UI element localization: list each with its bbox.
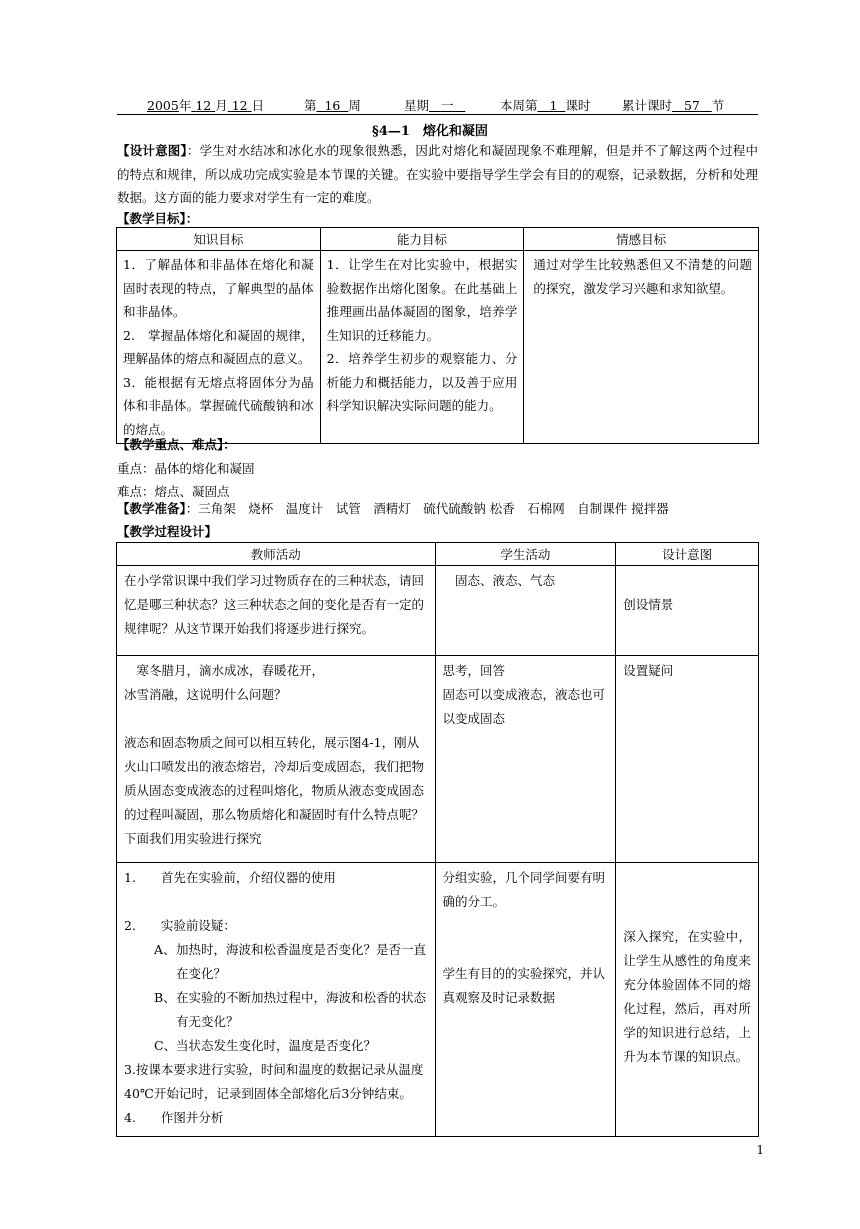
- key-focus: 重点：晶体的熔化和凝固: [117, 460, 255, 476]
- objectives-table: [116, 227, 759, 444]
- design-intent-cell: 深入探究，在实验中，让学生从感性的角度来充分体验固体不同的熔化过程，然后，再对所学的知识进行总结，上升为本节课的知识点。: [623, 929, 751, 1064]
- ability-goal-item: 1．让学生在对比实验中，根据实验数据作出熔化图象。在此基础上推理画出晶体凝固的图象，培养学生知识的迁移能力。: [326, 257, 518, 343]
- question-c: C、 当状态发生变化时，温度是否变化？: [154, 1038, 377, 1053]
- header-lesson: 本周第 1 课时: [500, 98, 591, 113]
- table-row: [117, 566, 759, 656]
- knowledge-goals: [117, 251, 321, 444]
- header-year: 2005: [147, 98, 179, 113]
- col-ability-header: 能力目标: [320, 228, 524, 251]
- student-activity: 分组实验，几个同学间要有明确的分工。 学生有目的的实验探究，并认真观察及时记录数据: [442, 870, 606, 1005]
- header-weekday: 星期 一: [404, 98, 454, 113]
- student-activity: 思考，回答 固态可以变成液态，液态也可以变成固态: [442, 663, 606, 726]
- page-title: §4—1 熔化和凝固: [372, 124, 488, 139]
- col-teacher-header: 教师活动: [117, 543, 436, 566]
- design-intent: [117, 139, 758, 210]
- key-points: 【教学重点、难点】： 重点：晶体的熔化和凝固 难点：熔点、凝固点: [117, 433, 758, 504]
- header-month: 12: [195, 98, 212, 113]
- teacher-activity: 寒冬腊月，滴水成冰，春暖花开， 冰雪消融，这说明什么问题？ 液态和固态物质之间可以相互转化，展示图4-1，刚从火山口喷发出的液态熔岩，冷却后变成固态，我们把物质从固态变成液态的过程叫熔化，物质从液态变成固态的过程叫凝固，那么物质熔化和凝固时有什么特点呢？ 下面我们用实验进行探究: [124, 663, 425, 846]
- teacher-activity: 1. 首先在实验前，介绍仪器的使用 2. 实验前设疑： A、 加热时，海波和松香温度是否变化？是否一直在变化？ B、 在实验的不断加热过程中，海波和松香的状态有无变化？ C、 当状态发生变化时，温度是否变化？ 3.按课本要求进行实验，时间和温度的数据记录从温度40℃开始记时，记录到固体全部熔化后3分钟结束。 4. 作图并分析: [124, 870, 427, 1125]
- design-intent-cell: 设置疑问: [623, 663, 674, 678]
- col-intent-header: 设计意图: [616, 543, 759, 566]
- key-points-label: 【教学重点、难点】: [117, 437, 224, 452]
- question-b: B、 在实验的不断加热过程中，海波和松香的状态有无变化？: [154, 990, 427, 1029]
- student-activity: 固态、液态、气态: [442, 573, 556, 588]
- col-student-header: 学生活动: [435, 543, 616, 566]
- design-intent-cell: 创设情景: [623, 597, 674, 612]
- lesson-header: 2005年 12 月 12 日 第 16 周 星期 一 本周第 1 课时 累计课时 57 节: [117, 96, 758, 115]
- header-total: 累计课时 57 节: [622, 98, 725, 113]
- page-number: 1: [756, 1143, 764, 1157]
- design-intent-label: 【设计意图】: [117, 143, 187, 158]
- header-week: 第 16 周: [304, 98, 361, 113]
- process-table: [116, 542, 759, 1137]
- key-difficulty: 难点：熔点、凝固点: [117, 484, 230, 499]
- emotion-goal-item: 通过对学生比较熟悉但又不清楚的问题的探究，激发学习兴趣和求知欲望。: [533, 257, 752, 296]
- process-heading: 【教学过程设计】: [117, 524, 218, 539]
- knowledge-goal-item: 1．了解晶体和非晶体在熔化和凝固时表现的特点，了解典型的晶体和非晶体。: [123, 257, 314, 319]
- table-row: [117, 656, 759, 863]
- teacher-activity: 在小学常识课中我们学习过物质存在的三种状态，请回忆是哪三种状态？这三种状态之间的变化是否有一定的规律呢？从这节课开始我们将逐步进行探究。: [124, 573, 425, 636]
- knowledge-goal-item: 3．能根据有无熔点将固体分为晶体和非晶体。掌握硫代硫酸钠和冰的熔点。: [123, 374, 314, 437]
- ability-goal-item: 2．培养学生初步的观察能力、分析能力和概括能力，以及善于应用科学知识解决实际问题的能力。: [326, 351, 518, 413]
- question-a: A、 加热时，海波和松香温度是否变化？是否一直在变化？: [154, 942, 427, 981]
- preparation: [117, 497, 758, 521]
- preparation-label: 【教学准备】: [117, 501, 186, 516]
- knowledge-goal-item: 2. 掌握晶体熔化和凝固的规律，理解晶体的熔点和凝固点的意义。: [123, 327, 314, 366]
- objectives-heading: 【教学目标】：: [117, 211, 199, 226]
- preparation-text: ：三角架 烧杯 温度计 试管 酒精灯 硫代硫酸钠 松香 石棉网 自制课件 搅拌器: [185, 501, 669, 516]
- header-day: 12: [231, 98, 248, 113]
- design-intent-text: ：学生对水结冰和冰化水的现象很熟悉，因此对熔化和凝固现象不难理解，但是并不了解这两个过程中的特点和规律，所以成功完成实验是本节课的关键。在实验中要指导学生学会有目的的观察，记录数据，分析和处理数据。这方面的能力要求对学生有一定的难度。: [117, 143, 758, 205]
- table-row: [117, 863, 759, 1137]
- col-knowledge-header: 知识目标: [117, 228, 321, 251]
- col-emotion-header: 情感目标: [524, 228, 759, 251]
- ability-goals: [320, 251, 524, 444]
- emotion-goals: [524, 251, 759, 444]
